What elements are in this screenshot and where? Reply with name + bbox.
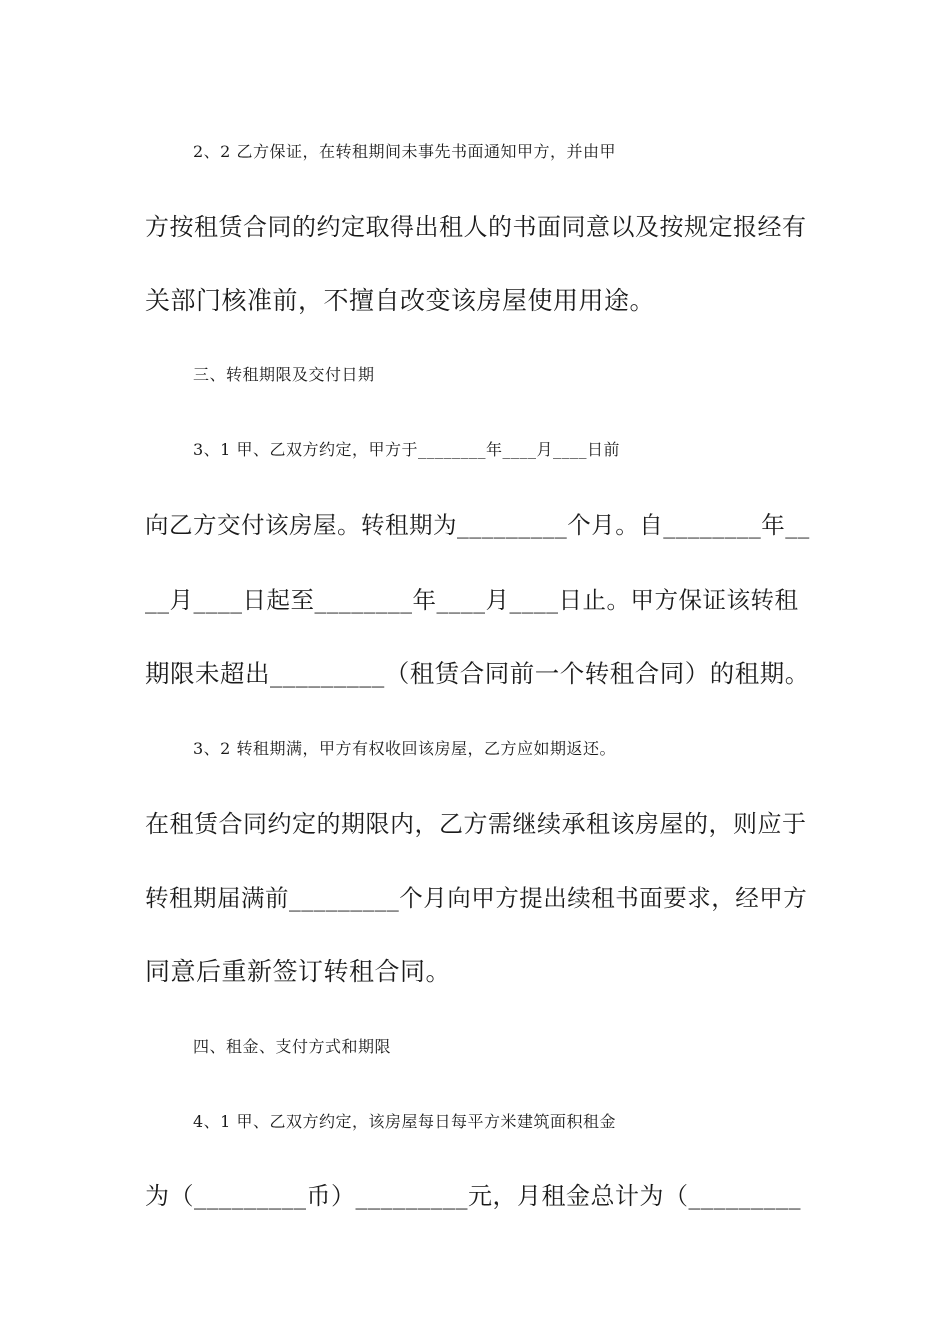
clause-3-1-line-4: 期限未超出_________（租赁合同前一个转租合同）的租期。 (145, 659, 810, 688)
clause-3-1-line-3: __月____日起至________年____月____日止。甲方保证该转租 (145, 586, 799, 614)
section-4-heading: 四、租金、支付方式和期限 (193, 1037, 392, 1056)
clause-3-2-line-1: 3、2 转租期满，甲方有权收回该房屋，乙方应如期返还。 (193, 739, 616, 758)
clause-2-2-line-1: 2、2 乙方保证，在转租期间未事先书面通知甲方，并由甲 (193, 142, 616, 161)
clause-4-1-line-1: 4、1 甲、乙双方约定，该房屋每日每平方米建筑面积租金 (193, 1112, 616, 1131)
clause-3-2-line-2: 在租赁合同约定的期限内，乙方需继续承租该房屋的，则应于 (145, 810, 807, 838)
clause-3-2-line-3: 转租期届满前_________个月向甲方提出续租书面要求，经甲方 (145, 884, 808, 912)
clause-3-1-line-2: 向乙方交付该房屋。转租期为_________个月。自________年__ (145, 511, 810, 539)
clause-2-2-line-2: 方按租赁合同的约定取得出租人的书面同意以及按规定报经有 (145, 213, 807, 241)
clause-2-2-line-3: 关部门核准前，不擅自改变该房屋使用用途。 (145, 286, 656, 315)
clause-4-1-line-2: 为（_________币）_________元，月租金总计为（_________ (145, 1182, 801, 1210)
clause-3-1-line-1: 3、1 甲、乙双方约定，甲方于________年____月____日前 (193, 440, 620, 459)
section-3-heading: 三、转租期限及交付日期 (193, 365, 375, 384)
clause-3-2-line-4: 同意后重新签订转租合同。 (145, 957, 452, 986)
